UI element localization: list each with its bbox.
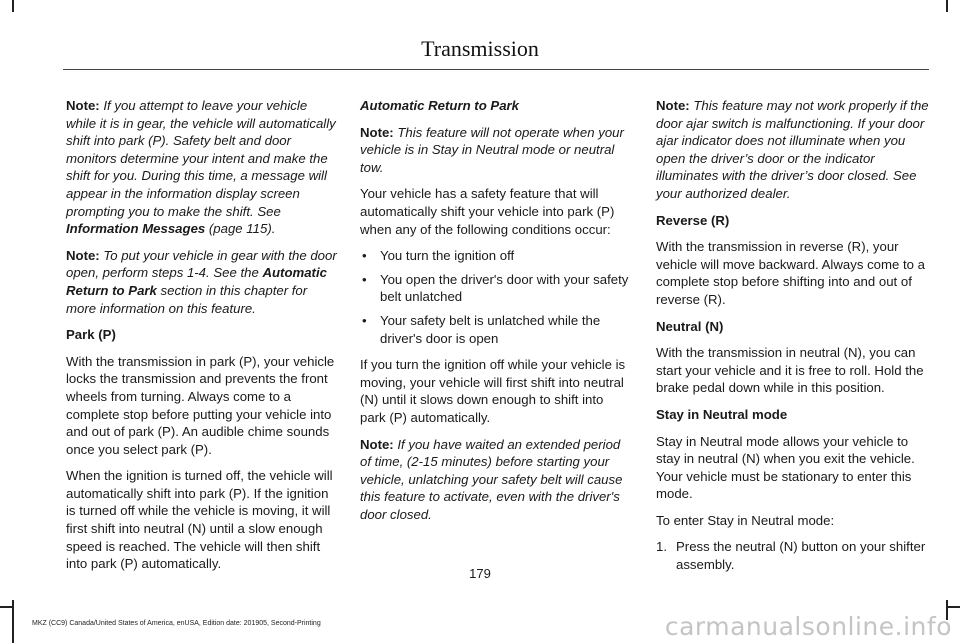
watermark: carmanualsonline.info: [664, 612, 952, 641]
page-number: 179: [469, 566, 491, 581]
information-messages-link[interactable]: Information Messages: [66, 221, 206, 237]
header-divider: [63, 69, 929, 70]
column-left: [66, 97, 338, 582]
note-stay-in-neutral: [360, 124, 632, 177]
page-reference: (page 115).: [205, 221, 276, 237]
page-title: Transmission: [421, 36, 539, 61]
note-label: Note:: [656, 98, 690, 113]
paragraph-to-enter: To enter Stay in Neutral mode:: [656, 512, 835, 528]
note-text: If you attempt to leave your vehicle while it is in gear, the vehicle will automatically shift into park (P). Safety belt and door monitors determine your intent and make the shift for you. During this time, a message will appear in the information display screen prompting you to make the shift. See: [66, 98, 336, 219]
heading-reverse: Reverse (R): [656, 212, 730, 228]
crop-mark-bottom-right-horizontal: [948, 606, 960, 608]
crop-mark-top-right-vertical: [946, 0, 948, 12]
note-label: Note:: [360, 124, 394, 140]
crop-mark-top-left-vertical: [12, 0, 14, 12]
column-right: [656, 97, 930, 574]
footer-edition: MKZ (CC9) Canada/United States of America, enUSA, Edition date: 201905, Second-Printing: [32, 620, 321, 627]
heading-stay-in-neutral: Stay in Neutral mode: [656, 406, 788, 422]
heading-park: Park (P): [66, 327, 116, 343]
list-item: • You turn the ignition off: [360, 247, 632, 265]
heading-neutral: Neutral (N): [656, 318, 724, 334]
paragraph-stay-in-neutral: Stay in Neutral mode allows your vehicle to stay in neutral (N) when you exit the vehicle. Your vehicle must be stationary to enter this mode.: [656, 433, 915, 502]
column-middle: [360, 97, 632, 532]
note-door-ajar: [656, 97, 930, 203]
note-label: Note:: [66, 98, 100, 113]
automatic-return-to-park-link[interactable]: Automatic Return to Park: [66, 265, 327, 298]
paragraph-ignition-moving: If you turn the ignition off while your vehicle is moving, your vehicle will first shift into neutral (N) until it slows down enough to shift into park (P) automatically.: [360, 357, 626, 425]
note-door-open: [66, 247, 338, 317]
paragraph-ignition-off: When the ignition is turned off, the vehicle will automatically shift into park (P). If the ignition is turned off while the vehicle is moving, it will first shift into neutral (N) until a slow enough speed is reached. The vehicle will then shift into park (P) automatically.: [66, 468, 333, 572]
conditions-list: [360, 247, 632, 347]
note-label: Note:: [66, 247, 100, 263]
note-text-tail: section in this chapter for more information on this feature.: [66, 282, 308, 316]
note-extended-period: [360, 436, 632, 524]
note-leave-vehicle: [66, 97, 338, 238]
list-item: • Your safety belt is unlatched while the driver's door is open: [360, 312, 632, 347]
crop-mark-bottom-left-vertical: [12, 600, 14, 643]
list-item: • You open the driver's door with your safety belt unlatched: [360, 271, 632, 306]
paragraph-safety-feature: Your vehicle has a safety feature that will automatically shift your vehicle into park (P) when any of the following conditions occur:: [360, 186, 615, 237]
crop-mark-bottom-left-horizontal: [0, 606, 12, 608]
note-text: This feature will not operate when your vehicle is in Stay in Neutral mode or neutral tow.: [360, 124, 624, 175]
paragraph-neutral: With the transmission in neutral (N), you can start your vehicle and it is free to roll. Hold the brake pedal down while in this position.: [656, 345, 924, 396]
note-text: This feature may not work properly if the door ajar switch is malfunctioning. If your door ajar indicator does not illuminate when you open the driver’s door or the indicator illuminates with the driver’s door closed. See your authorized dealer.: [656, 98, 929, 201]
paragraph-reverse: With the transmission in reverse (R), your vehicle will move backward. Always come to a complete stop before shifting into and out of reverse (R).: [656, 239, 925, 307]
step-text: Press the neutral (N) button on your shifter assembly.: [676, 539, 926, 573]
note-label: Note:: [360, 436, 394, 452]
paragraph-park: With the transmission in park (P), your vehicle locks the transmission and prevents the front wheels from turning. Always come to a complete stop before putting your vehicle into and out of park (P). An audible chime sounds once you select park (P).: [66, 353, 335, 457]
step-number: 1.: [656, 539, 667, 555]
note-text: If you have waited an extended period of time, (2-15 minutes) before starting your vehicle, unlatching your safety belt will cause this feature to activate, even with the driver's door closed.: [360, 436, 623, 522]
note-text: To put your vehicle in gear with the door open, perform steps 1-4. See the: [66, 247, 337, 281]
heading-automatic-return-to-park: Automatic Return to Park: [360, 98, 520, 113]
